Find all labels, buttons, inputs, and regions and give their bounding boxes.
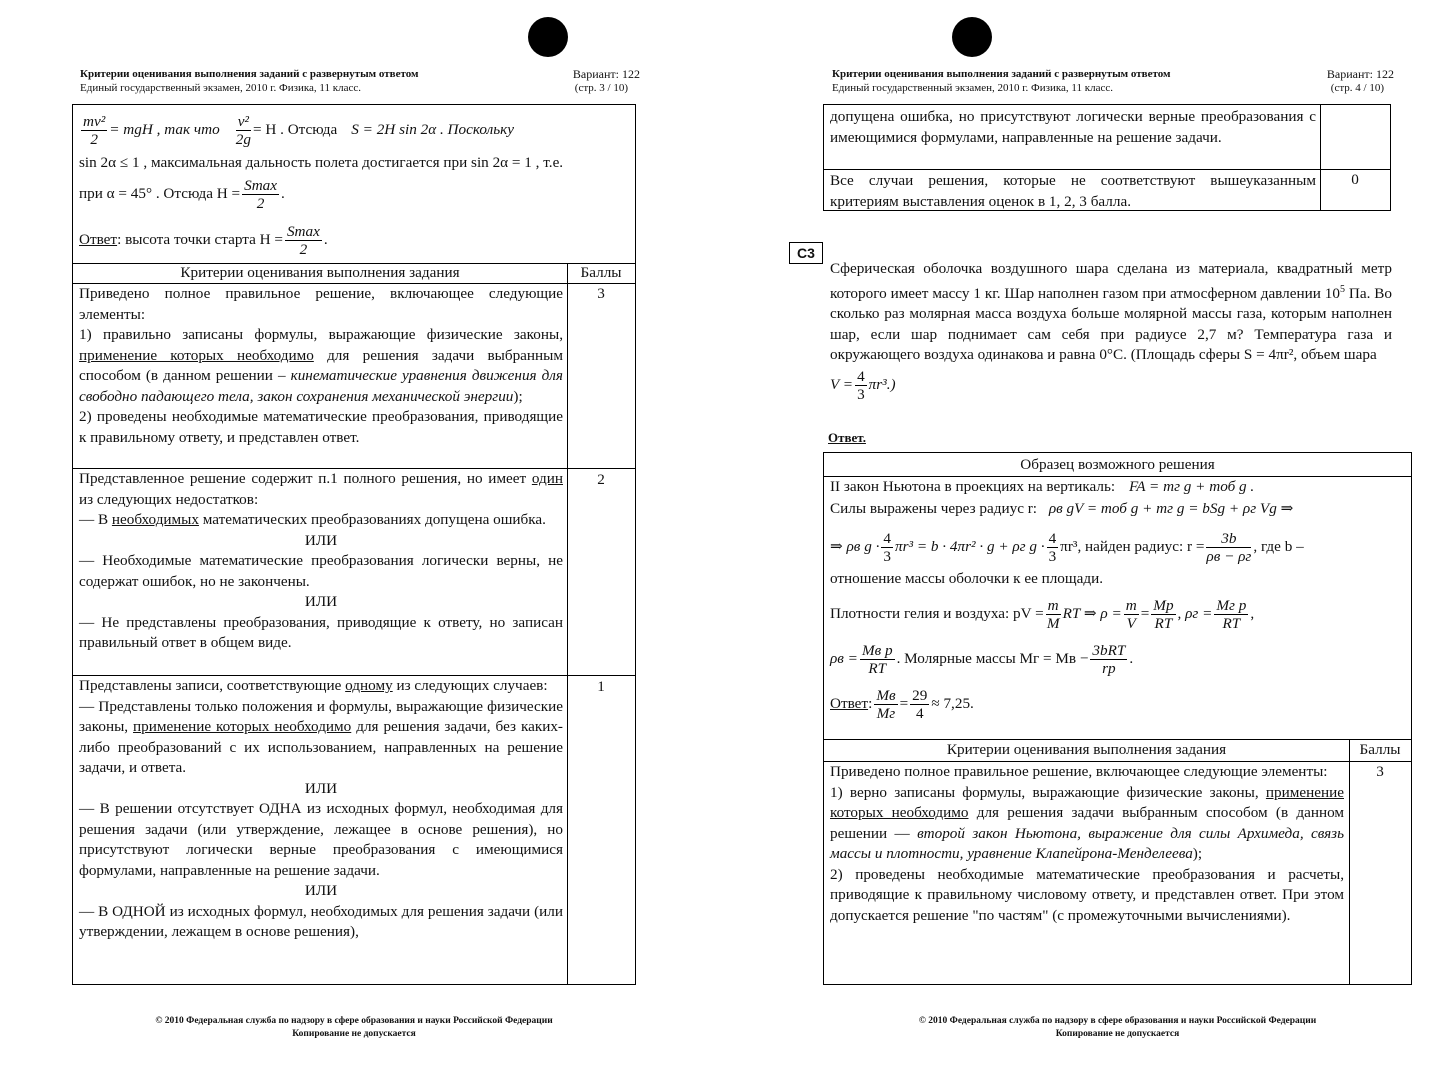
task-text: Сферическая оболочка воздушного шара сделана из материала, квадратный метр которого имеет массу 1 кг. Шар наполнен газом при атмосферном давлении $10^5$ Па. Во сколько раз молярная масса воздуха больше молярной массы газа, которым наполнен шар, если шар поднимает сам себя при радиусе 2,7 м? Температура газа и окружающего воздуха одинакова и равна 0°С. (Площадь сферы S = 4πr², объем шара V = $\frac{4}{3}$ πr³.) xyxy=(830,260,1392,404)
criteria-header: Критерии оценивания выполнения задания xyxy=(180,264,460,281)
points-header: Баллы xyxy=(1359,741,1401,758)
solution-tail: $\frac{\text{mv²}}{2}$ = mgH , так что $\frac{\text{v²}}{2g}$ = H . Отсюда S = 2H sin 2α . Поскольку sin 2α ≤ 1 , максимальная дальность полета достигается при sin 2α = 1 , т.е. при α = 45° . Отсюда H = $\frac{Smax}{2}$ . Ответ : высота точки старта H = $\frac{Smax}{2}$ . xyxy=(79,109,629,262)
fraction: $\frac{\text{mv²}}{2}$ xyxy=(83,112,106,148)
criteria-row-0: Все случаи решения, которые не соответствуют вышеуказанным критериям выставления оценок в 1, 2, 3 балла. xyxy=(830,172,1316,210)
solution-body: II закон Ньютона в проекциях на вертикаль: FA = mг g + mоб g . Силы выражены через радиус r: ρв gV = mоб g + mг g = bSg + ρг Vg ⇒ ⇒ ρв g · $\frac{4}{3}$ πr³ = b · 4πr² · g + ρг g · $\frac{4}{3}$ πr³, найден радиус: r = $\frac{3b}{\rho в - \rho г}$ , где b – отношение массы оболочки к ее площади. Плотности гелия и воздуха: pV = $\frac{m}{M}$ RT ⇒ ρ = $\frac{m}{V}$ = $\frac{Mp}{RT}$ , ρг = $\frac{\text{Mг p}}{RT}$ , ρв = $\frac{\text{Mв p}}{RT}$ . Молярные массы Mг = Mв − $\frac{\text{3bRT}}{rp}$ . Ответ : $\frac{Mв}{Mг}$ = $\frac{29}{4}$ ≈ 7,25. xyxy=(830,478,1304,722)
header-subtitle: Единый государственный экзамен, 2010 г. Физика, 11 класс. xyxy=(80,82,361,94)
task-label: С3 xyxy=(789,242,823,264)
answer-label: Ответ xyxy=(830,694,869,712)
right-page xyxy=(722,0,1443,1079)
criteria-row-1: Представлены записи, соответствующие одному из следующих случаев: — Представлены только положения и формулы, выражающие физические законы, применение которых необходимо для решения задачи, без каких-либо преобразований с их использованием, направленных на решение задачи, и ответа. ИЛИ — В решении отсутствует ОДНА из исходных формул, необходимая для решения задачи (или утверждение, лежащее в основе решения), но присутствуют логически верные преобразования с имеющимися формулами, направленные на решение задачи. ИЛИ — В ОДНОЙ из исходных формул, необходимых для решения задачи (или утверждении, лежащем в основе решения), xyxy=(79,677,563,940)
points-value: 2 xyxy=(597,471,605,488)
punch-hole-icon xyxy=(528,17,568,57)
page-header xyxy=(80,67,640,95)
header-title: Критерии оценивания выполнения заданий с развернутым ответом xyxy=(80,68,419,80)
page-header xyxy=(832,67,1394,95)
solution-box xyxy=(823,452,1412,985)
solution-line: sin 2α ≤ 1 , максимальная дальность полета достигается при sin 2α = 1 , т.е. xyxy=(79,154,564,171)
criteria-row-3: Приведено полное правильное решение, включающее следующие элементы: 1) правильно записаны формулы, выражающие физические законы, применение которых необходимо для решения задачи выбранным способом (в данном решении – кинематические уравнения движения для свободно падающего тела, закон сохранения механической энергии); 2) проведены необходимые математические преобразования, приводящие к правильному ответу, и представлен ответ. xyxy=(79,285,563,446)
criteria-continuation-table xyxy=(823,104,1391,211)
answer-label: Ответ. xyxy=(828,430,866,445)
header-page-number: (стр. 3 / 10) xyxy=(574,82,628,94)
header-subtitle: Единый государственный экзамен, 2010 г. Физика, 11 класс. xyxy=(832,82,1113,94)
page-footer: © 2010 Федеральная служба по надзору в сфере образования и науки Российской Федерации Копирование не допускается xyxy=(155,1016,553,1039)
header-variant: Вариант: 122 xyxy=(572,67,640,81)
solution-and-criteria-box xyxy=(72,104,636,985)
points-value: 1 xyxy=(597,678,605,695)
punch-hole-icon xyxy=(952,17,992,57)
criteria-row-2: Представленное решение содержит п.1 полного решения, но имеет один из следующих недостатков: — В необходимых математических преобразованиях допущена ошибка. ИЛИ — Необходимые математические преобразования логически верны, не содержат ошибок, но не закончены. ИЛИ — Не представлены преобразования, приводящие к ответу, но записан правильный ответ в общем виде. xyxy=(79,470,563,651)
criteria-row-3: Приведено полное правильное решение, включающее следующие элементы: 1) верно записаны формулы, выражающие физические законы, применение которых необходимо для решения задачи выбранным способом (в данном решении — второй закон Ньютона, выражение для силы Архимеда, связь массы и плотности, уравнение Клапейрона-Менделеева); 2) проведены необходимые математические преобразования и расчеты, приводящие к правильному числовому ответу, и представлен ответ. При этом допускается решение "по частям" (с промежуточными вычислениями). xyxy=(830,763,1345,924)
criteria-row-continued: допущена ошибка, но присутствуют логически верные преобразования с имеющимися формулами, направленные на решение задачи. xyxy=(830,108,1316,146)
criteria-header: Критерии оценивания выполнения задания xyxy=(946,741,1227,758)
header-page-number: (стр. 4 / 10) xyxy=(1330,82,1384,94)
header-variant: Вариант: 122 xyxy=(1326,67,1394,81)
left-page xyxy=(0,0,720,1079)
header-title: Критерии оценивания выполнения заданий с развернутым ответом xyxy=(832,68,1171,80)
points-header: Баллы xyxy=(580,264,622,281)
points-value: 3 xyxy=(1376,763,1384,780)
points-value: 3 xyxy=(597,285,605,302)
answer-label: Ответ xyxy=(79,231,118,249)
points-value: 0 xyxy=(1351,171,1359,188)
solution-header: Образец возможного решения xyxy=(1020,456,1215,473)
page-footer: © 2010 Федеральная служба по надзору в сфере образования и науки Российской Федерации Копирование не допускается xyxy=(918,1016,1317,1039)
